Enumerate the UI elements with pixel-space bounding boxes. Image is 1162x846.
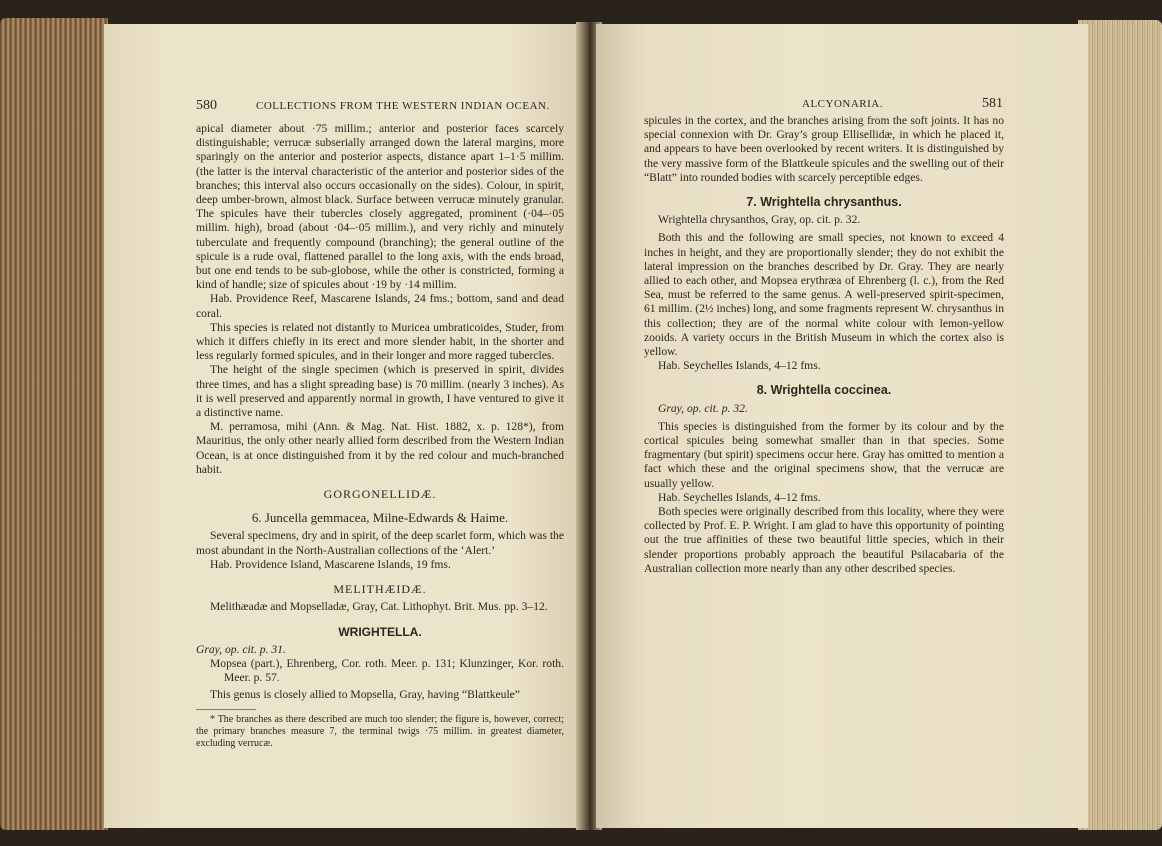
- reference-line: Wrightella chrysanthos, Gray, op. cit. p. 32.: [658, 213, 861, 227]
- habitat-line: Hab. Seychelles Islands, 4–12 fms.: [658, 359, 821, 373]
- reference-line: Mopsea (part.), Ehrenberg, Cor. roth. Meer. p. 131; Klunzinger, Kor. roth. Meer. p. 57.: [210, 656, 564, 685]
- right-running-head: ALCYONARIA.: [802, 98, 883, 110]
- paragraph: This species is distinguished from the former by its colour and by the cortical spicules being somewhat smaller than in that species. Some fragmentary (but spirit) specimens occur here. Gray has omitted to mention a fact which these and the original specimens show, that the verrucæ are usually yellow.: [644, 419, 1004, 490]
- habitat-line: Hab. Providence Reef, Mascarene Islands, 24 fms.; bottom, sand and dead coral.: [196, 292, 564, 320]
- paragraph: apical diameter about ·75 millim.; anterior and posterior faces scarcely distinguishable; verrucæ subserially arranged down the lateral margins, more sparingly on the anterior and posterior aspects, distance apart 1–1·5 millim. (the latter is the interval characteristic of the anterior and posterior sides of the branches; this interval also occurs occasionally on the sides). Colour, in spirit, deep umber-brown, almost black. Surface between verrucæ minutely granular. The spicules have their tubercles closely aggregated, prominent (·04–·05 millim. high), broad (about ·04–·05 millim.), and very richly and minutely tuberculate and frequently compound (branching); the general outline of the spicule is a rude oval, flattened parallel to the long axis, with the ends broad, but one end tends to be sub-globose, while the other is constricted, forming a kind of handle; size of spicules about ·19 by ·14 millim.: [196, 122, 564, 292]
- species-heading: 6. Juncella gemmacea, Milne-Edwards & Haime.: [251, 510, 509, 526]
- genus-heading: WRIGHTELLA.: [338, 624, 422, 639]
- species-heading: 7. Wrightella chrysanthus.: [746, 195, 902, 210]
- reference-line: Gray, op. cit. p. 31.: [196, 642, 286, 656]
- paragraph: Both this and the following are small species, not known to exceed 4 inches in height, and they are proportionally slender; they do not exhibit the lateral impression on the branches described by Dr. Gray. They are nearly allied to each other, and Mopsea erythræa of Ehrenberg (l. c.), from the Red Sea, must be referred to the same genus. A well-preserved spirit-specimen, 61 millim. (2½ inches) long, and some fragments represent W. chrysanthus in this collection; they are of the normal white colour with lemon-yellow zooids. A variety occurs in the British Museum in which the cortex also is yellow.: [644, 231, 1004, 359]
- right-page-edges: [1078, 20, 1162, 830]
- right-page: [596, 24, 1088, 828]
- right-body: [644, 114, 1004, 576]
- paragraph: This genus is closely allied to Mopsella, Gray, having “Blattkeule”: [210, 688, 520, 702]
- paragraph: M. perramosa, mihi (Ann. & Mag. Nat. Hist. 1882, x. p. 128*), from Mauritius, the only other nearly allied form described from the Western Indian Ocean, is at once distinguished from it by the red colour and much-branched habit.: [196, 420, 564, 476]
- left-body: [196, 122, 564, 750]
- left-page-number: 580: [196, 98, 217, 113]
- family-heading: GORGONELLIDÆ.: [323, 487, 437, 502]
- paragraph: spicules in the cortex, and the branches arising from the soft joints. It has no special connexion with Dr. Gray’s group Ellisellidæ, in which he placed it, and appears to have been overlooked by recent writers. It is distinguished by the very massive form of the Blattkeule spicules and the swelling out of their “Blatt” into rounded bodies with scarcely perceptible edges.: [644, 114, 1004, 184]
- left-page-edges: [0, 18, 108, 830]
- reference-line: Gray, op. cit. p. 32.: [658, 401, 748, 415]
- family-heading: MELITHÆIDÆ.: [333, 582, 427, 597]
- footnote: * The branches as there described are much too slender; the figure is, however, correct; the primary branches measure 7, the terminal twigs ·75 millim. in greatest diameter, excluding verrucæ.: [196, 713, 564, 749]
- paragraph: Several specimens, dry and in spirit, of the deep scarlet form, which was the most abundant in the North-Australian collections of the ‘Alert.’: [196, 529, 564, 557]
- right-page-number: 581: [982, 96, 1003, 111]
- species-heading: 8. Wrightella coccinea.: [756, 383, 892, 398]
- footnote-rule: [196, 709, 256, 710]
- paragraph: Both species were originally described from this locality, where they were collected by Prof. E. P. Wright. I am glad to have this opportunity of pointing out the true affinities of these two beautiful little species, which in their slender proportions probably approach the beautiful Psilacabaria of the Australian collection more nearly than any other described species.: [644, 505, 1004, 575]
- habitat-line: Hab. Providence Island, Mascarene Islands, 19 fms.: [210, 557, 451, 571]
- left-page: [104, 24, 582, 828]
- left-running-head: COLLECTIONS FROM THE WESTERN INDIAN OCEAN.: [256, 100, 550, 112]
- paragraph: The height of the single specimen (which is preserved in spirit, divides three times, and has a slight spreading base) is 70 millim. (nearly 3 inches). As it is well preserved and apparently normal in growth, I have ventured to give it a distinctive name.: [196, 363, 564, 420]
- reference-line: Melithæadæ and Mopselladæ, Gray, Cat. Lithophyt. Brit. Mus. pp. 3–12.: [210, 600, 548, 614]
- habitat-line: Hab. Seychelles Islands, 4–12 fms.: [658, 490, 821, 504]
- paragraph: This species is related not distantly to Muricea umbraticoides, Studer, from which it differs chiefly in its erect and more slender habit, in the shorter and less regularly formed spicules, and in their longer and more ragged tubercles.: [196, 320, 564, 363]
